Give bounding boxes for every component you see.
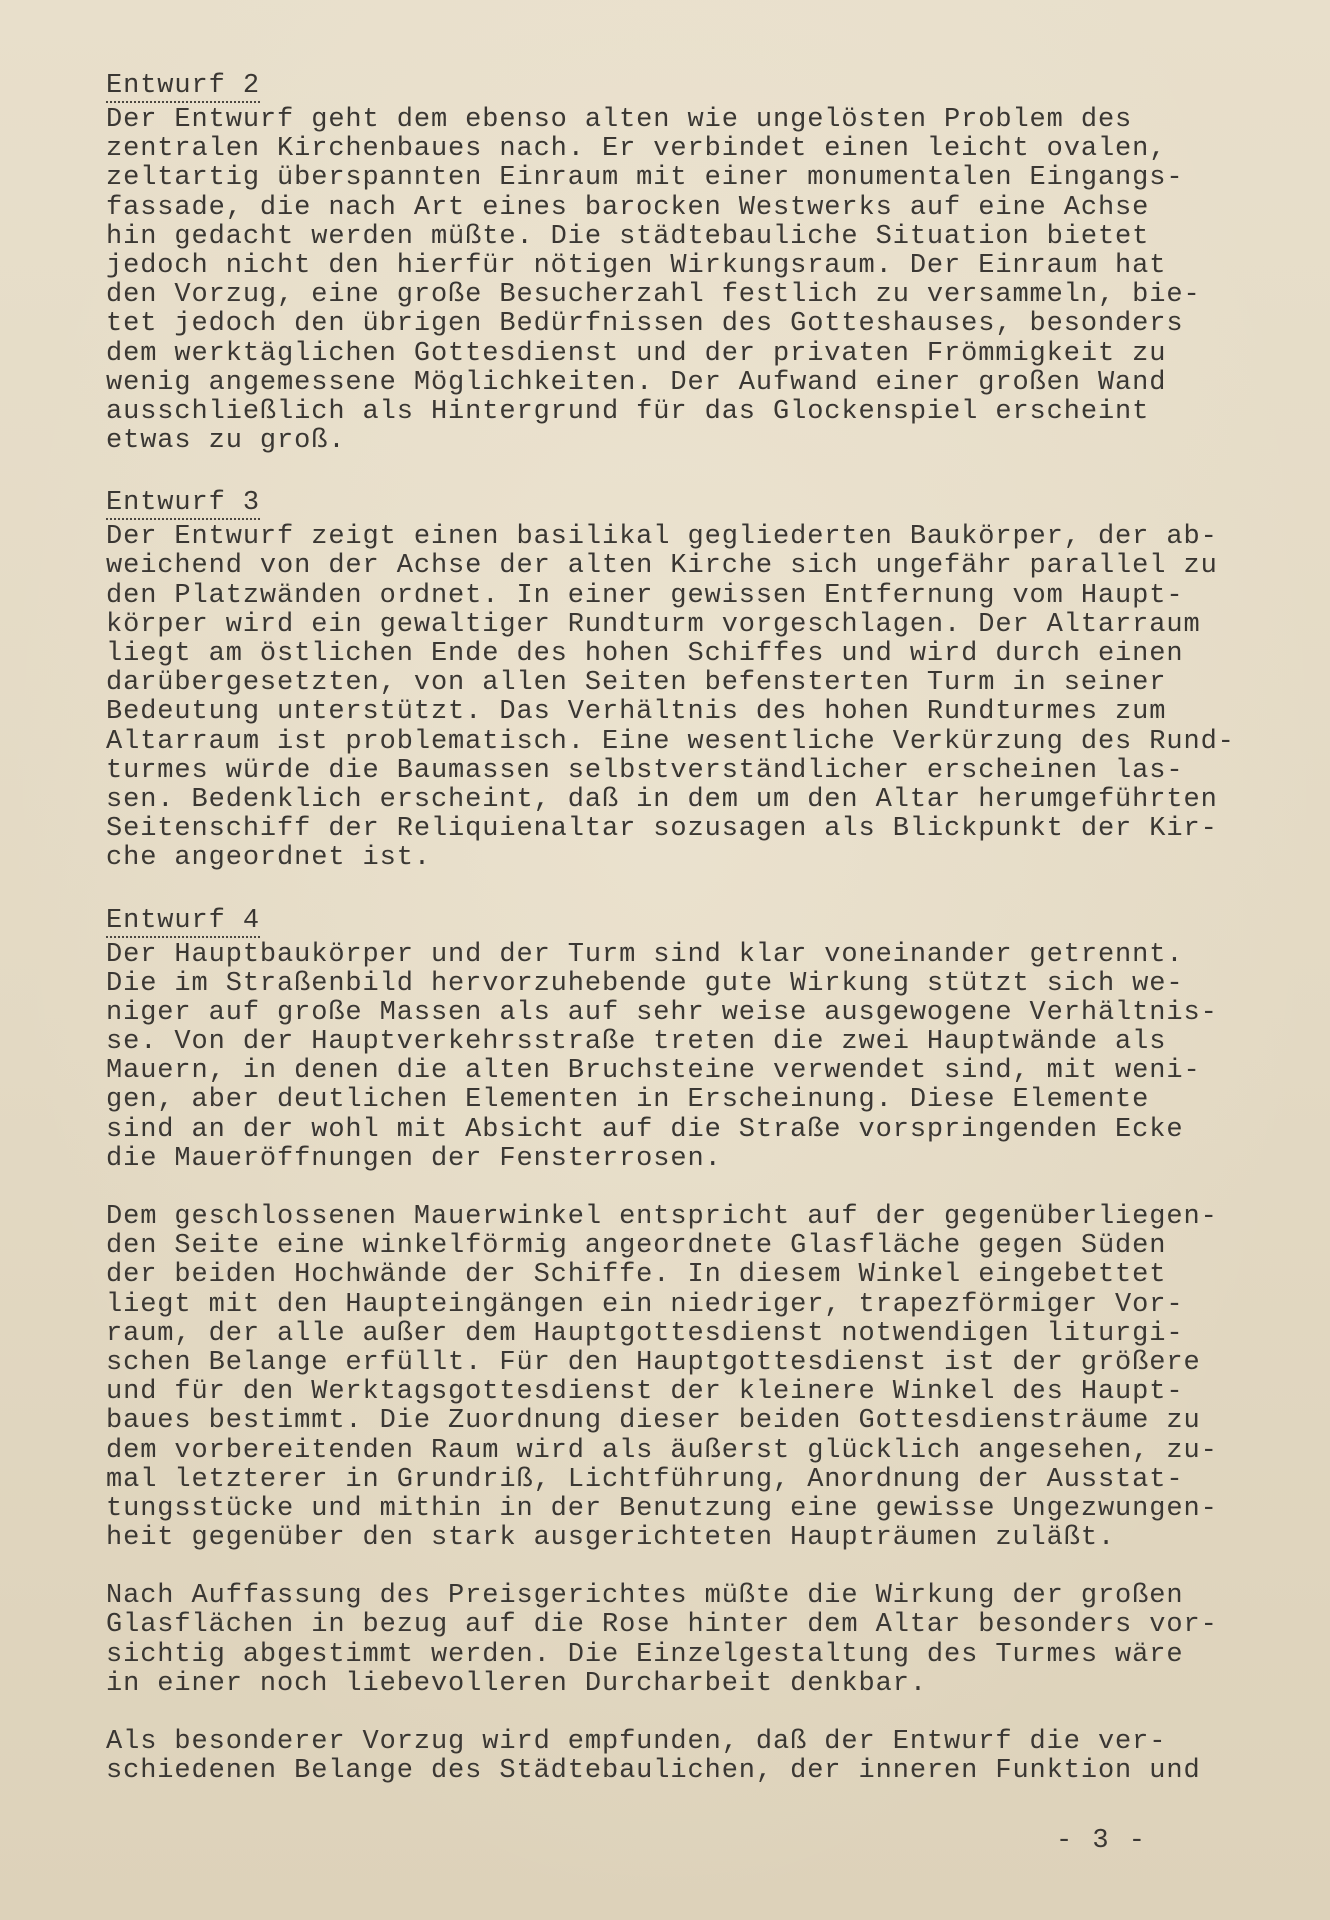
text-line: se. Von der Hauptverkehrsstraße treten die zwei Hauptwände als — [106, 1027, 1167, 1058]
text-line: darübergesetzten, von allen Seiten befensterten Turm in seiner — [106, 668, 1167, 699]
text-line: weichend von der Achse der alten Kirche sich ungefähr parallel zu — [106, 551, 1218, 582]
text-line: Seitenschiff der Reliquienaltar sozusagen als Blickpunkt der Kir- — [106, 814, 1218, 845]
text-line: Mauern, in denen die alten Bruchsteine verwendet sind, mit weni- — [106, 1056, 1201, 1087]
section-heading — [106, 72, 1271, 101]
section-heading-text: Entwurf 3 — [106, 489, 260, 520]
text-line: Altarraum ist problematisch. Eine wesentliche Verkürzung des Rund- — [106, 726, 1235, 757]
text-line: turmes würde die Baumassen selbstverständlicher erscheinen las- — [106, 755, 1184, 786]
text-line: Nach Auffassung des Preisgerichtes müßte die Wirkung der großen — [106, 1581, 1184, 1612]
text-line: liegt am östlichen Ende des hohen Schiffes und wird durch einen — [106, 639, 1184, 669]
text-line: niger auf große Massen als auf sehr weise ausgewogene Verhältnis- — [106, 997, 1218, 1028]
text-line: wenig angemessene Möglichkeiten. Der Aufwand einer großen Wand — [106, 367, 1167, 398]
text-line: liegt mit den Haupteingängen ein niedriger, trapezförmiger Vor- — [106, 1289, 1184, 1320]
paragraph — [106, 523, 1271, 873]
text-line: Der Hauptbaukörper und der Turm sind klar voneinander getrennt. — [106, 939, 1184, 970]
text-line: mal letzterer in Grundriß, Lichtführung, Anordnung der Ausstat- — [106, 1464, 1184, 1495]
section-heading — [106, 489, 1271, 518]
text-line: ausschließlich als Hintergrund für das Glockenspiel erscheint — [106, 396, 1150, 427]
text-line: baues bestimmt. Die Zuordnung dieser beiden Gottesdiensträume zu — [106, 1406, 1201, 1437]
paragraph-gap — [106, 1174, 1271, 1203]
text-line: sen. Bedenklich erscheint, daß in dem um den Altar herumgeführten — [106, 784, 1218, 815]
text-line: heit gegenüber den stark ausgerichteten Haupträumen zuläßt. — [106, 1523, 1116, 1554]
paragraph — [106, 941, 1271, 1175]
text-line: sind an der wohl mit Absicht auf die Straße vorspringenden Ecke — [106, 1114, 1184, 1145]
text-line: die Maueröffnungen der Fensterrosen. — [106, 1143, 722, 1174]
text-line: den Platzwänden ordnet. In einer gewissen Entfernung vom Haupt- — [106, 580, 1184, 611]
text-line: Als besonderer Vorzug wird empfunden, daß der Entwurf die ver- — [106, 1727, 1167, 1757]
text-line: schiedenen Belange des Städtebaulichen, der inneren Funktion und — [106, 1756, 1201, 1787]
text-line: tungsstücke und mithin in der Benutzung eine gewisse Ungezwungen- — [106, 1493, 1218, 1524]
text-line: zentralen Kirchenbaues nach. Er verbindet einen leicht ovalen, — [106, 134, 1167, 165]
text-line: Der Entwurf geht dem ebenso alten wie ungelösten Problem des — [106, 105, 1133, 135]
text-line: Der Entwurf zeigt einen basilikal gegliederten Baukörper, der ab- — [106, 522, 1218, 553]
text-line: dem werktäglichen Gottesdienst und der privaten Frömmigkeit zu — [106, 338, 1167, 369]
section-heading-text: Entwurf 4 — [106, 907, 260, 938]
page-number: - 3 - — [1056, 1826, 1148, 1856]
text-line: der beiden Hochwände der Schiffe. In diesem Winkel eingebettet — [106, 1260, 1167, 1291]
paragraph — [106, 106, 1271, 456]
paragraph-gap — [106, 1699, 1271, 1728]
text-line: hin gedacht werden müßte. Die städtebauliche Situation bietet — [106, 221, 1150, 252]
paragraph-gap — [106, 1553, 1271, 1582]
text-line: sichtig abgestimmt werden. Die Einzelgestaltung des Turmes wäre — [106, 1639, 1184, 1670]
section-gap — [106, 456, 1271, 489]
section-heading-text: Entwurf 2 — [106, 72, 260, 103]
text-line: den Vorzug, eine große Besucherzahl festlich zu versammeln, bie- — [106, 280, 1201, 311]
text-line: etwas zu groß. — [106, 426, 346, 457]
text-line: Dem geschlossenen Mauerwinkel entspricht auf der gegenüberliegen- — [106, 1202, 1218, 1232]
paragraph — [106, 1203, 1271, 1553]
text-line: Die im Straßenbild hervorzuhebende gute Wirkung stützt sich we- — [106, 968, 1184, 999]
section-gap — [106, 874, 1271, 907]
text-line: jedoch nicht den hierfür nötigen Wirkungsraum. Der Einraum hat — [106, 250, 1167, 281]
text-line: in einer noch liebevolleren Durcharbeit denkbar. — [106, 1668, 927, 1699]
text-line: und für den Werktagsgottesdienst der kleinere Winkel des Haupt- — [106, 1377, 1184, 1408]
page-body — [106, 72, 1271, 1786]
text-line: schen Belange erfüllt. Für den Hauptgottesdienst ist der größere — [106, 1347, 1201, 1378]
text-line: che angeordnet ist. — [106, 843, 431, 874]
text-line: dem vorbereitenden Raum wird als äußerst glücklich angesehen, zu- — [106, 1435, 1218, 1466]
text-line: den Seite eine winkelförmig angeordnete Glasfläche gegen Süden — [106, 1231, 1167, 1262]
text-line: Bedeutung unterstützt. Das Verhältnis des hohen Rundturmes zum — [106, 697, 1167, 728]
text-line: raum, der alle außer dem Hauptgottesdienst notwendigen liturgi- — [106, 1318, 1184, 1349]
section-heading — [106, 907, 1271, 936]
text-line: fassade, die nach Art eines barocken Westwerks auf eine Achse — [106, 192, 1150, 223]
text-line: gen, aber deutlichen Elementen in Erscheinung. Diese Elemente — [106, 1085, 1150, 1116]
text-line: tet jedoch den übrigen Bedürfnissen des Gotteshauses, besonders — [106, 309, 1184, 340]
text-line: zeltartig überspannten Einraum mit einer monumentalen Eingangs- — [106, 163, 1184, 194]
paragraph — [106, 1582, 1271, 1699]
text-line: körper wird ein gewaltiger Rundturm vorgeschlagen. Der Altarraum — [106, 609, 1201, 640]
paragraph — [106, 1728, 1271, 1786]
text-line: Glasflächen in bezug auf die Rose hinter dem Altar besonders vor- — [106, 1610, 1218, 1641]
